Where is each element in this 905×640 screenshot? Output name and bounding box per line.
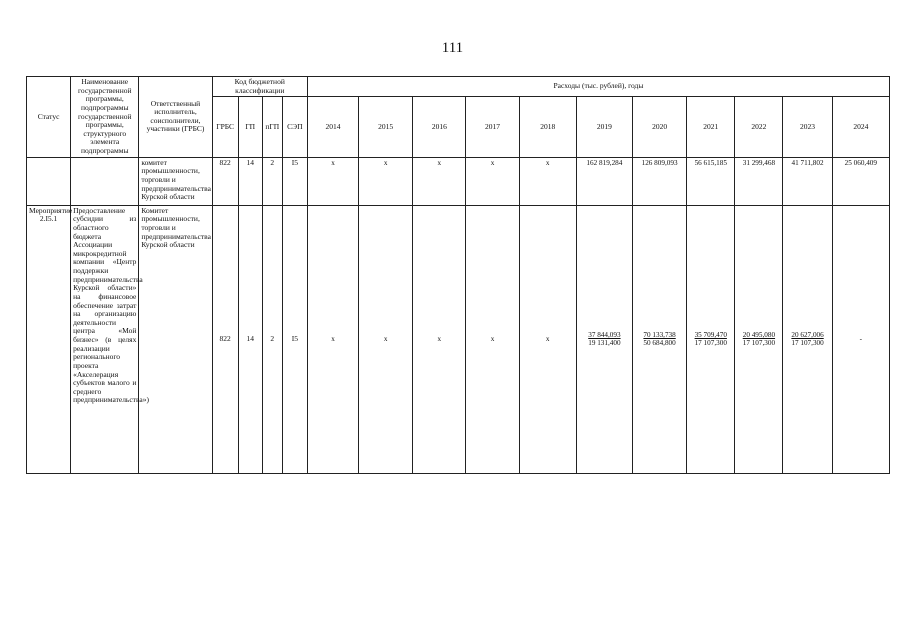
value-line: 17 107,300 [742, 339, 776, 348]
page-number: 111 [441, 40, 464, 56]
code-cell: 2 [262, 205, 282, 473]
header-year: 2019 [576, 97, 632, 157]
table-row [27, 205, 890, 473]
value-cell [687, 157, 735, 205]
value-cell [359, 205, 413, 473]
status-cell: Мероприятие 2.I5.1 [27, 205, 71, 473]
header-year: 2024 [832, 97, 889, 157]
value-line: 70 133,738 [643, 330, 676, 339]
header-expenses: Расходы (тыс. рублей), годы [307, 77, 889, 97]
value-line: x [383, 158, 388, 167]
value-cell [735, 157, 783, 205]
header-responsible: Ответственный исполнитель, соисполнители, участники (ГРБС) [139, 77, 212, 158]
value-line: 20 495,080 [742, 330, 776, 339]
value-cell [413, 205, 466, 473]
value-line: 35 709,470 [694, 330, 727, 339]
value-line: x [331, 334, 335, 343]
header-status: Статус [27, 77, 71, 158]
value-line: x [383, 334, 388, 343]
value-cell [307, 157, 358, 205]
value-line: x [490, 334, 495, 343]
value-line: 56 615,185 [694, 158, 727, 167]
header-year: 2023 [783, 97, 832, 157]
value-cell [576, 157, 632, 205]
value-cell [359, 157, 413, 205]
status-cell [27, 157, 71, 205]
responsible-cell: комитет промышленности, торговли и предпринимательства Курской области [139, 157, 212, 205]
budget-table [26, 76, 890, 474]
code-cell: 14 [238, 205, 262, 473]
value-line: 25 060,409 [844, 158, 877, 167]
code-cell: 14 [238, 157, 262, 205]
code-cell: 822 [212, 157, 238, 205]
value-cell [576, 205, 632, 473]
value-cell [735, 205, 783, 473]
value-cell [466, 205, 519, 473]
header-year: 2017 [466, 97, 519, 157]
responsible-cell: Комитет промышленности, торговли и предпринимательства Курской области [139, 205, 212, 473]
value-cell [832, 205, 889, 473]
table-row [27, 157, 890, 205]
header-code-sep: СЭП [282, 97, 307, 157]
header-year: 2014 [307, 97, 358, 157]
header-code-pgp: пГП [262, 97, 282, 157]
header-year: 2018 [519, 97, 576, 157]
value-line: 37 844,093 [588, 330, 621, 339]
name-cell: Предоставление субсидии из областного бюджета Ассоциации микрокредитной компании «Центр поддержки предпринимательства Курской области» на финансовое обеспечение затрат на организацию деятельности центра «Мой бизнес» (в целях реализации регионального проекта «Акселерация субъектов малого и среднего предпринимательства») [71, 205, 139, 473]
value-cell [413, 157, 466, 205]
name-cell [71, 157, 139, 205]
header-code-gp: ГП [238, 97, 262, 157]
value-cell [783, 205, 832, 473]
header-code-grbs: ГРБС [212, 97, 238, 157]
value-cell [307, 205, 358, 473]
header-year: 2021 [687, 97, 735, 157]
value-line: 17 107,300 [791, 339, 824, 348]
value-line: 41 711,802 [791, 158, 824, 167]
value-line: x [545, 334, 550, 343]
value-cell [519, 205, 576, 473]
value-cell [783, 157, 832, 205]
header-year: 2022 [735, 97, 783, 157]
value-line: x [331, 158, 335, 167]
header-name: Наименование государственной программы, подпрограммы государственной программы, структурного элемента подпрограммы [71, 77, 139, 158]
value-cell [519, 157, 576, 205]
value-line: x [437, 158, 442, 167]
header-year: 2015 [359, 97, 413, 157]
value-cell [832, 157, 889, 205]
code-cell: 822 [212, 205, 238, 473]
value-line: 19 131,400 [588, 339, 621, 348]
header-year: 2016 [413, 97, 466, 157]
value-line: x [437, 334, 442, 343]
value-line: 20 627,006 [791, 330, 824, 339]
header-budget-code: Код бюджетной классификации [212, 77, 307, 97]
value-line: 31 299,468 [742, 158, 776, 167]
value-line: - [859, 334, 863, 343]
value-line: 162 819,284 [586, 158, 623, 167]
code-cell: I5 [282, 157, 307, 205]
code-cell: 2 [262, 157, 282, 205]
header-year: 2020 [632, 97, 686, 157]
code-cell: I5 [282, 205, 307, 473]
value-line: x [545, 158, 550, 167]
value-line: 17 107,300 [694, 339, 727, 348]
value-line: 126 809,093 [641, 158, 678, 167]
value-cell [632, 157, 686, 205]
value-cell [687, 205, 735, 473]
value-line: x [490, 158, 495, 167]
value-cell [632, 205, 686, 473]
value-cell [466, 157, 519, 205]
value-line: 50 684,800 [643, 339, 676, 348]
